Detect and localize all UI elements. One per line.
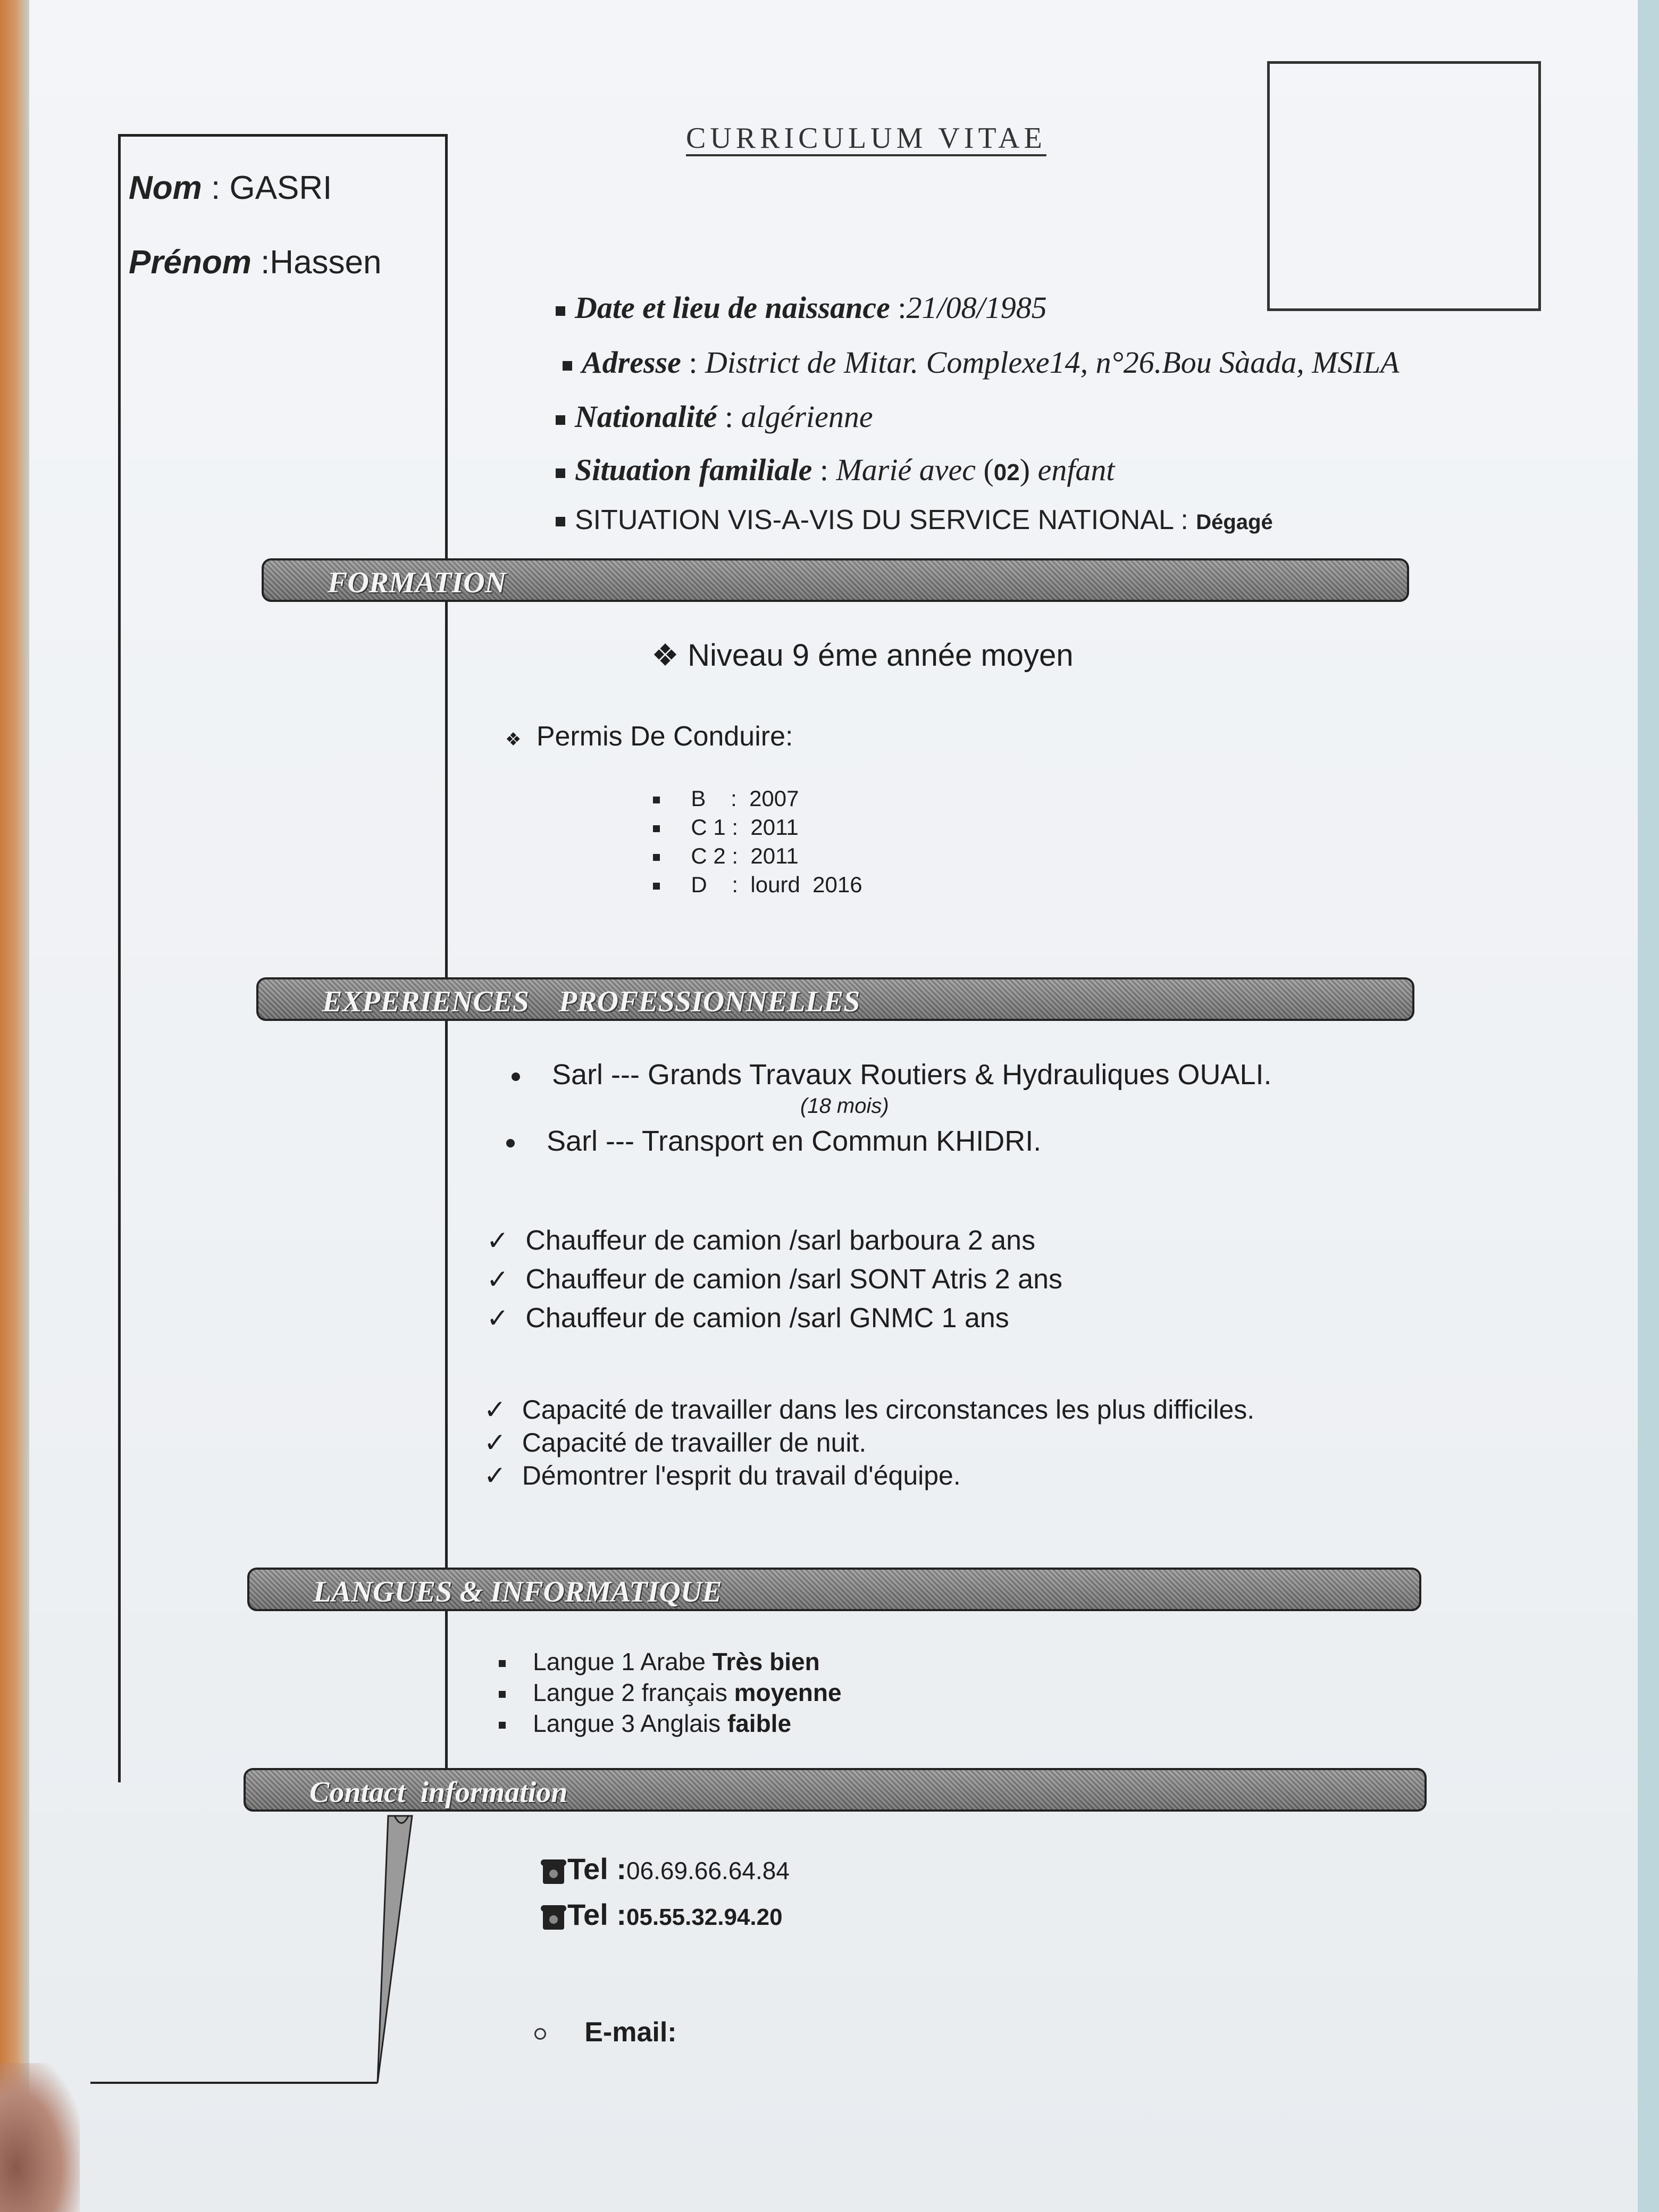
- sidebar-frame: [118, 134, 448, 1782]
- info-birth-label: Date et lieu de naissance: [575, 290, 890, 325]
- info-family-value-after: enfant: [1037, 453, 1115, 487]
- job-text: Chauffeur de camion /sarl GNMC 1 ans: [525, 1303, 1009, 1334]
- contact-email: [534, 2016, 677, 2048]
- square-bullet-icon: [556, 306, 565, 316]
- permis-sep: :: [732, 843, 739, 868]
- square-bullet-icon: [499, 1660, 506, 1667]
- sidebar-tail-shape: [90, 1765, 420, 2084]
- info-service: SITUATION VIS-A-VIS DU SERVICE NATIONAL : Dégagé: [556, 504, 1273, 536]
- experience-company-name: Sarl --- Transport en Commun KHIDRI.: [547, 1125, 1042, 1157]
- formation-niveau: [651, 637, 1074, 673]
- skill-text: Capacité de travailler de nuit.: [522, 1428, 867, 1457]
- info-birth-value: 21/08/1985: [906, 290, 1047, 325]
- permis-cat: C 2: [691, 843, 726, 868]
- tel-label: Tel: [567, 1852, 608, 1886]
- checkmark-icon: ✓: [487, 1226, 509, 1255]
- prenom-label: Prénom: [129, 244, 252, 281]
- info-nationality-value: algérienne: [741, 399, 873, 434]
- formation-niveau-text: Niveau 9 éme année moyen: [688, 638, 1074, 673]
- tel-label: Tel: [567, 1898, 608, 1931]
- document-title: CURRICULUM VITAE: [686, 122, 1046, 155]
- permis-sep: :: [732, 872, 739, 897]
- diamond-bullet-icon: ❖: [505, 730, 537, 750]
- language-level: faible: [727, 1710, 792, 1737]
- info-service-value: Dégagé: [1196, 510, 1273, 534]
- language-item: [499, 1709, 791, 1738]
- prenom-value: Hassen: [270, 244, 382, 281]
- telephone-icon: [540, 1856, 567, 1886]
- section-banner-experiences: [256, 977, 1414, 1021]
- info-family: Situation familiale : Marié avec (02) enfant: [556, 452, 1115, 488]
- square-bullet-icon: [653, 854, 660, 861]
- language-label: Langue 3 Anglais: [533, 1710, 721, 1737]
- language-label: Langue 1 Arabe: [533, 1648, 706, 1675]
- info-family-children: 02: [993, 459, 1020, 485]
- section-title-langues: LANGUES & INFORMATIQUE: [313, 1576, 722, 1608]
- nom-value: GASRI: [229, 170, 332, 206]
- permis-value: lourd 2016: [750, 872, 862, 897]
- square-bullet-icon: [499, 1722, 506, 1729]
- photo-placeholder: [1267, 61, 1541, 311]
- diamond-bullet-icon: ❖: [651, 638, 688, 673]
- language-label: Langue 2 français: [533, 1679, 727, 1706]
- telephone-icon: [540, 1902, 567, 1932]
- permis-value: 2007: [749, 786, 799, 811]
- language-level: moyenne: [734, 1679, 842, 1706]
- section-banner-formation: [262, 558, 1409, 602]
- section-banner-contact: [244, 1768, 1427, 1812]
- prenom-line: Prénom :Hassen: [129, 244, 382, 281]
- square-bullet-icon: [563, 361, 572, 371]
- contact-tel-2: Tel :05.55.32.94.20: [540, 1897, 783, 1932]
- section-title-contact: Contact information: [309, 1776, 568, 1809]
- square-bullet-icon: [499, 1691, 506, 1698]
- background-desk-edge: [0, 0, 32, 2212]
- info-birth: Date et lieu de naissance :21/08/1985: [556, 290, 1047, 325]
- language-item: [499, 1678, 842, 1707]
- checkmark-icon: ✓: [487, 1303, 509, 1333]
- info-address: Adresse : District de Mitar. Complexe14, n°26.Bou Sàada, MSILA: [563, 345, 1400, 380]
- skill-text: Démontrer l'esprit du travail d'équipe.: [522, 1461, 961, 1490]
- permis-value: 2011: [750, 843, 799, 868]
- formation-permis-label: Permis De Conduire:: [536, 721, 793, 752]
- info-address-value: District de Mitar. Complexe14, n°26.Bou Sàada, MSILA: [705, 345, 1400, 380]
- info-family-value-before: Marié avec: [836, 453, 976, 487]
- job-text: Chauffeur de camion /sarl SONT Atris 2 ans: [525, 1264, 1063, 1295]
- circle-bullet-icon: [534, 2028, 546, 2040]
- info-nationality-label: Nationalité: [575, 399, 717, 434]
- square-bullet-icon: [653, 825, 660, 832]
- nom-label: Nom: [129, 170, 202, 206]
- info-family-label: Situation familiale: [575, 453, 812, 487]
- formation-permis: [505, 720, 793, 752]
- permis-cat: C 1: [691, 815, 726, 840]
- finger-shadow: [0, 2063, 80, 2212]
- experience-duration: (18 mois): [800, 1094, 889, 1118]
- job-item: [487, 1263, 1062, 1295]
- nom-line: Nom : GASRI: [129, 170, 332, 206]
- job-item: [487, 1225, 1035, 1256]
- permis-sep: :: [732, 815, 739, 840]
- round-bullet-icon: [506, 1139, 515, 1147]
- skill-item: [484, 1394, 1254, 1425]
- square-bullet-icon: [556, 468, 565, 478]
- checkmark-icon: ✓: [484, 1461, 506, 1490]
- tel-number: 06.69.66.64.84: [626, 1857, 790, 1884]
- permis-sep: :: [731, 786, 737, 811]
- contact-tel-1: Tel :06.69.66.64.84: [540, 1851, 790, 1886]
- experience-company-name: Sarl --- Grands Travaux Routiers & Hydrauliques OUALI.: [552, 1059, 1272, 1091]
- experience-company: [506, 1125, 1041, 1158]
- job-text: Chauffeur de camion /sarl barboura 2 ans: [525, 1225, 1036, 1256]
- skill-text: Capacité de travailler dans les circonstances les plus difficiles.: [522, 1395, 1255, 1425]
- permis-item: [653, 815, 799, 840]
- square-bullet-icon: [653, 883, 660, 890]
- language-item: [499, 1647, 820, 1676]
- job-item: [487, 1302, 1009, 1334]
- info-nationality: Nationalité : algérienne: [556, 399, 873, 434]
- skill-item: [484, 1427, 866, 1458]
- permis-item: [653, 786, 799, 811]
- checkmark-icon: ✓: [484, 1428, 506, 1457]
- round-bullet-icon: [512, 1073, 520, 1081]
- permis-item: [653, 872, 862, 898]
- info-address-label: Adresse: [582, 345, 681, 380]
- tel-number: 05.55.32.94.20: [626, 1904, 783, 1930]
- experience-company: [512, 1058, 1272, 1091]
- square-bullet-icon: [556, 517, 565, 526]
- permis-item: [653, 843, 799, 869]
- language-level: Très bien: [712, 1648, 820, 1675]
- skill-item: [484, 1460, 961, 1491]
- section-banner-langues: [247, 1568, 1421, 1611]
- email-label: E-mail:: [584, 2017, 677, 2048]
- permis-cat: B: [691, 786, 706, 811]
- square-bullet-icon: [653, 797, 660, 803]
- checkmark-icon: ✓: [484, 1395, 506, 1425]
- permis-value: 2011: [750, 815, 799, 840]
- info-service-label: SITUATION VIS-A-VIS DU SERVICE NATIONAL: [575, 505, 1173, 535]
- square-bullet-icon: [556, 415, 565, 425]
- section-title-formation: FORMATION: [328, 566, 507, 599]
- section-title-experiences: EXPERIENCES PROFESSIONNELLES: [322, 985, 860, 1018]
- checkmark-icon: ✓: [487, 1264, 509, 1294]
- background-right-edge: [1638, 0, 1659, 2212]
- permis-cat: D: [691, 872, 707, 897]
